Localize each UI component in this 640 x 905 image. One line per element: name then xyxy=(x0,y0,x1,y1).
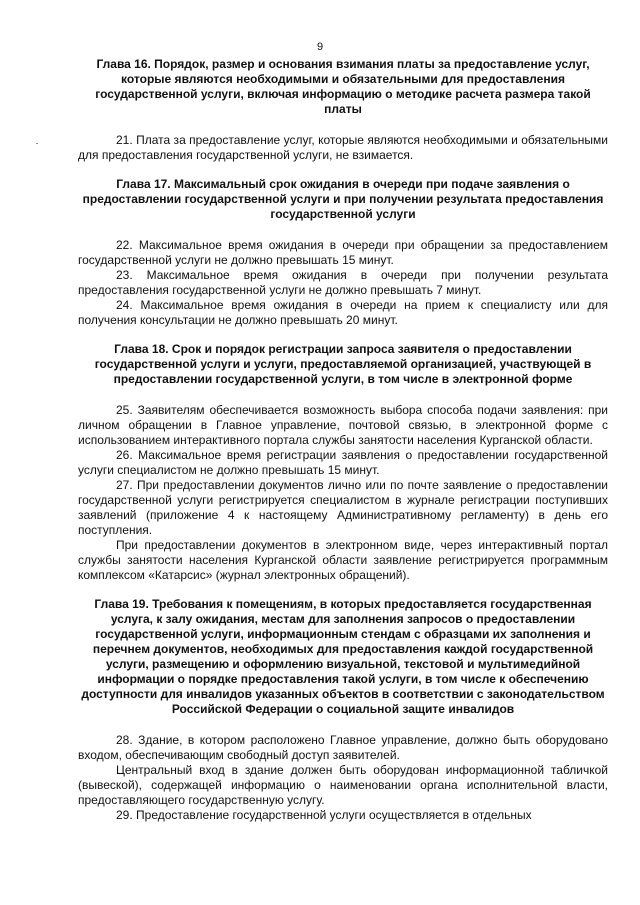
margin-mark xyxy=(36,143,38,144)
paragraph-29: 29. Предоставление государственной услуги осуществляется в отдельных xyxy=(116,808,532,822)
paragraph-28-entrance: Центральный вход в здание должен быть оборудован информационной табличкой (вывеской), содержащей информацию о наименовании органа исполнительной власти, предоставляющего государственную услугу. xyxy=(78,763,608,807)
paragraph-21: 21. Плата за предоставление услуг, которые являются необходимыми и обязательными для предоставления государственной услуги, не взимается. xyxy=(78,133,608,162)
paragraph-22: 22. Максимальное время ожидания в очереди при обращении за предоставлением государственной услуги не должно превышать 15 минут. xyxy=(78,238,608,267)
paragraph-27: 27. При предоставлении документов лично или по почте заявление о предоставлении государственной услуги регистрируется специалистом в журнале регистрации поступивших заявлений (приложение 4 к настоящему Административному регламенту) в день его поступления. xyxy=(78,478,608,537)
paragraph-26: 26. Максимальное время регистрации заявления о предоставлении государственной услуги специалистом не должно превышать 15 минут. xyxy=(78,448,608,477)
paragraph-28: 28. Здание, в котором расположено Главное управление, должно быть оборудовано входом, обеспечивающим свободный доступ заявителей. xyxy=(78,733,608,762)
page-number: 9 xyxy=(316,41,324,53)
chapter-16-heading: Глава 16. Порядок, размер и основания взимания платы за предоставление услуг, которые являются необходимыми и обязательными для предоставления государственной услуги, включая информацию о методике расчета размера такой платы xyxy=(95,57,591,116)
chapter-17-heading: Глава 17. Максимальный срок ожидания в очереди при подаче заявления о предоставлении государственной услуги и при получении результата предоставления государственной услуги xyxy=(82,177,604,221)
paragraph-27-electronic: При предоставлении документов в электронном виде, через интерактивный портал службы занятости населения Курганской области заявление регистрируется программным комплексом «Катарсис» (журнал электронных обращений). xyxy=(78,538,608,582)
paragraph-24: 24. Максимальное время ожидания в очереди на прием к специалисту или для получения консультации не должно превышать 20 минут. xyxy=(78,298,608,327)
paragraph-25: 25. Заявителям обеспечивается возможность выбора способа подачи заявления: при личном обращении в Главное управление, почтовой связью, в электронной форме с использованием интерактивного портала службы занятости населения Курганской области. xyxy=(78,403,608,447)
paragraph-23: 23. Максимальное время ожидания в очереди при получении результата предоставления государственной услуги не должно превышать 7 минут. xyxy=(78,268,608,297)
chapter-18-heading: Глава 18. Срок и порядок регистрации запроса заявителя о предоставлении государственной услуги и услуги, предоставляемой организацией, участвующей в предоставлении государственной услуги, в том числе в электронной форме xyxy=(94,342,592,386)
document-body xyxy=(78,57,608,823)
chapter-19-heading: Глава 19. Требования к помещениям, в которых предоставляется государственная услуга, к залу ожидания, местам для заполнения запросов о предоставлении государственной услуги, информационным стендам с образцами их заполнения и перечнем документов, необходимых для предоставления каждой государственной услуги, размещению и оформлению визуальной, текстовой и мультимедийной информации о порядке предоставления такой услуги, в том числе к обеспечению доступности для инвалидов указанных объектов в соответствии с законодательством Российской Федерации о социальной защите инвалидов xyxy=(81,597,605,716)
